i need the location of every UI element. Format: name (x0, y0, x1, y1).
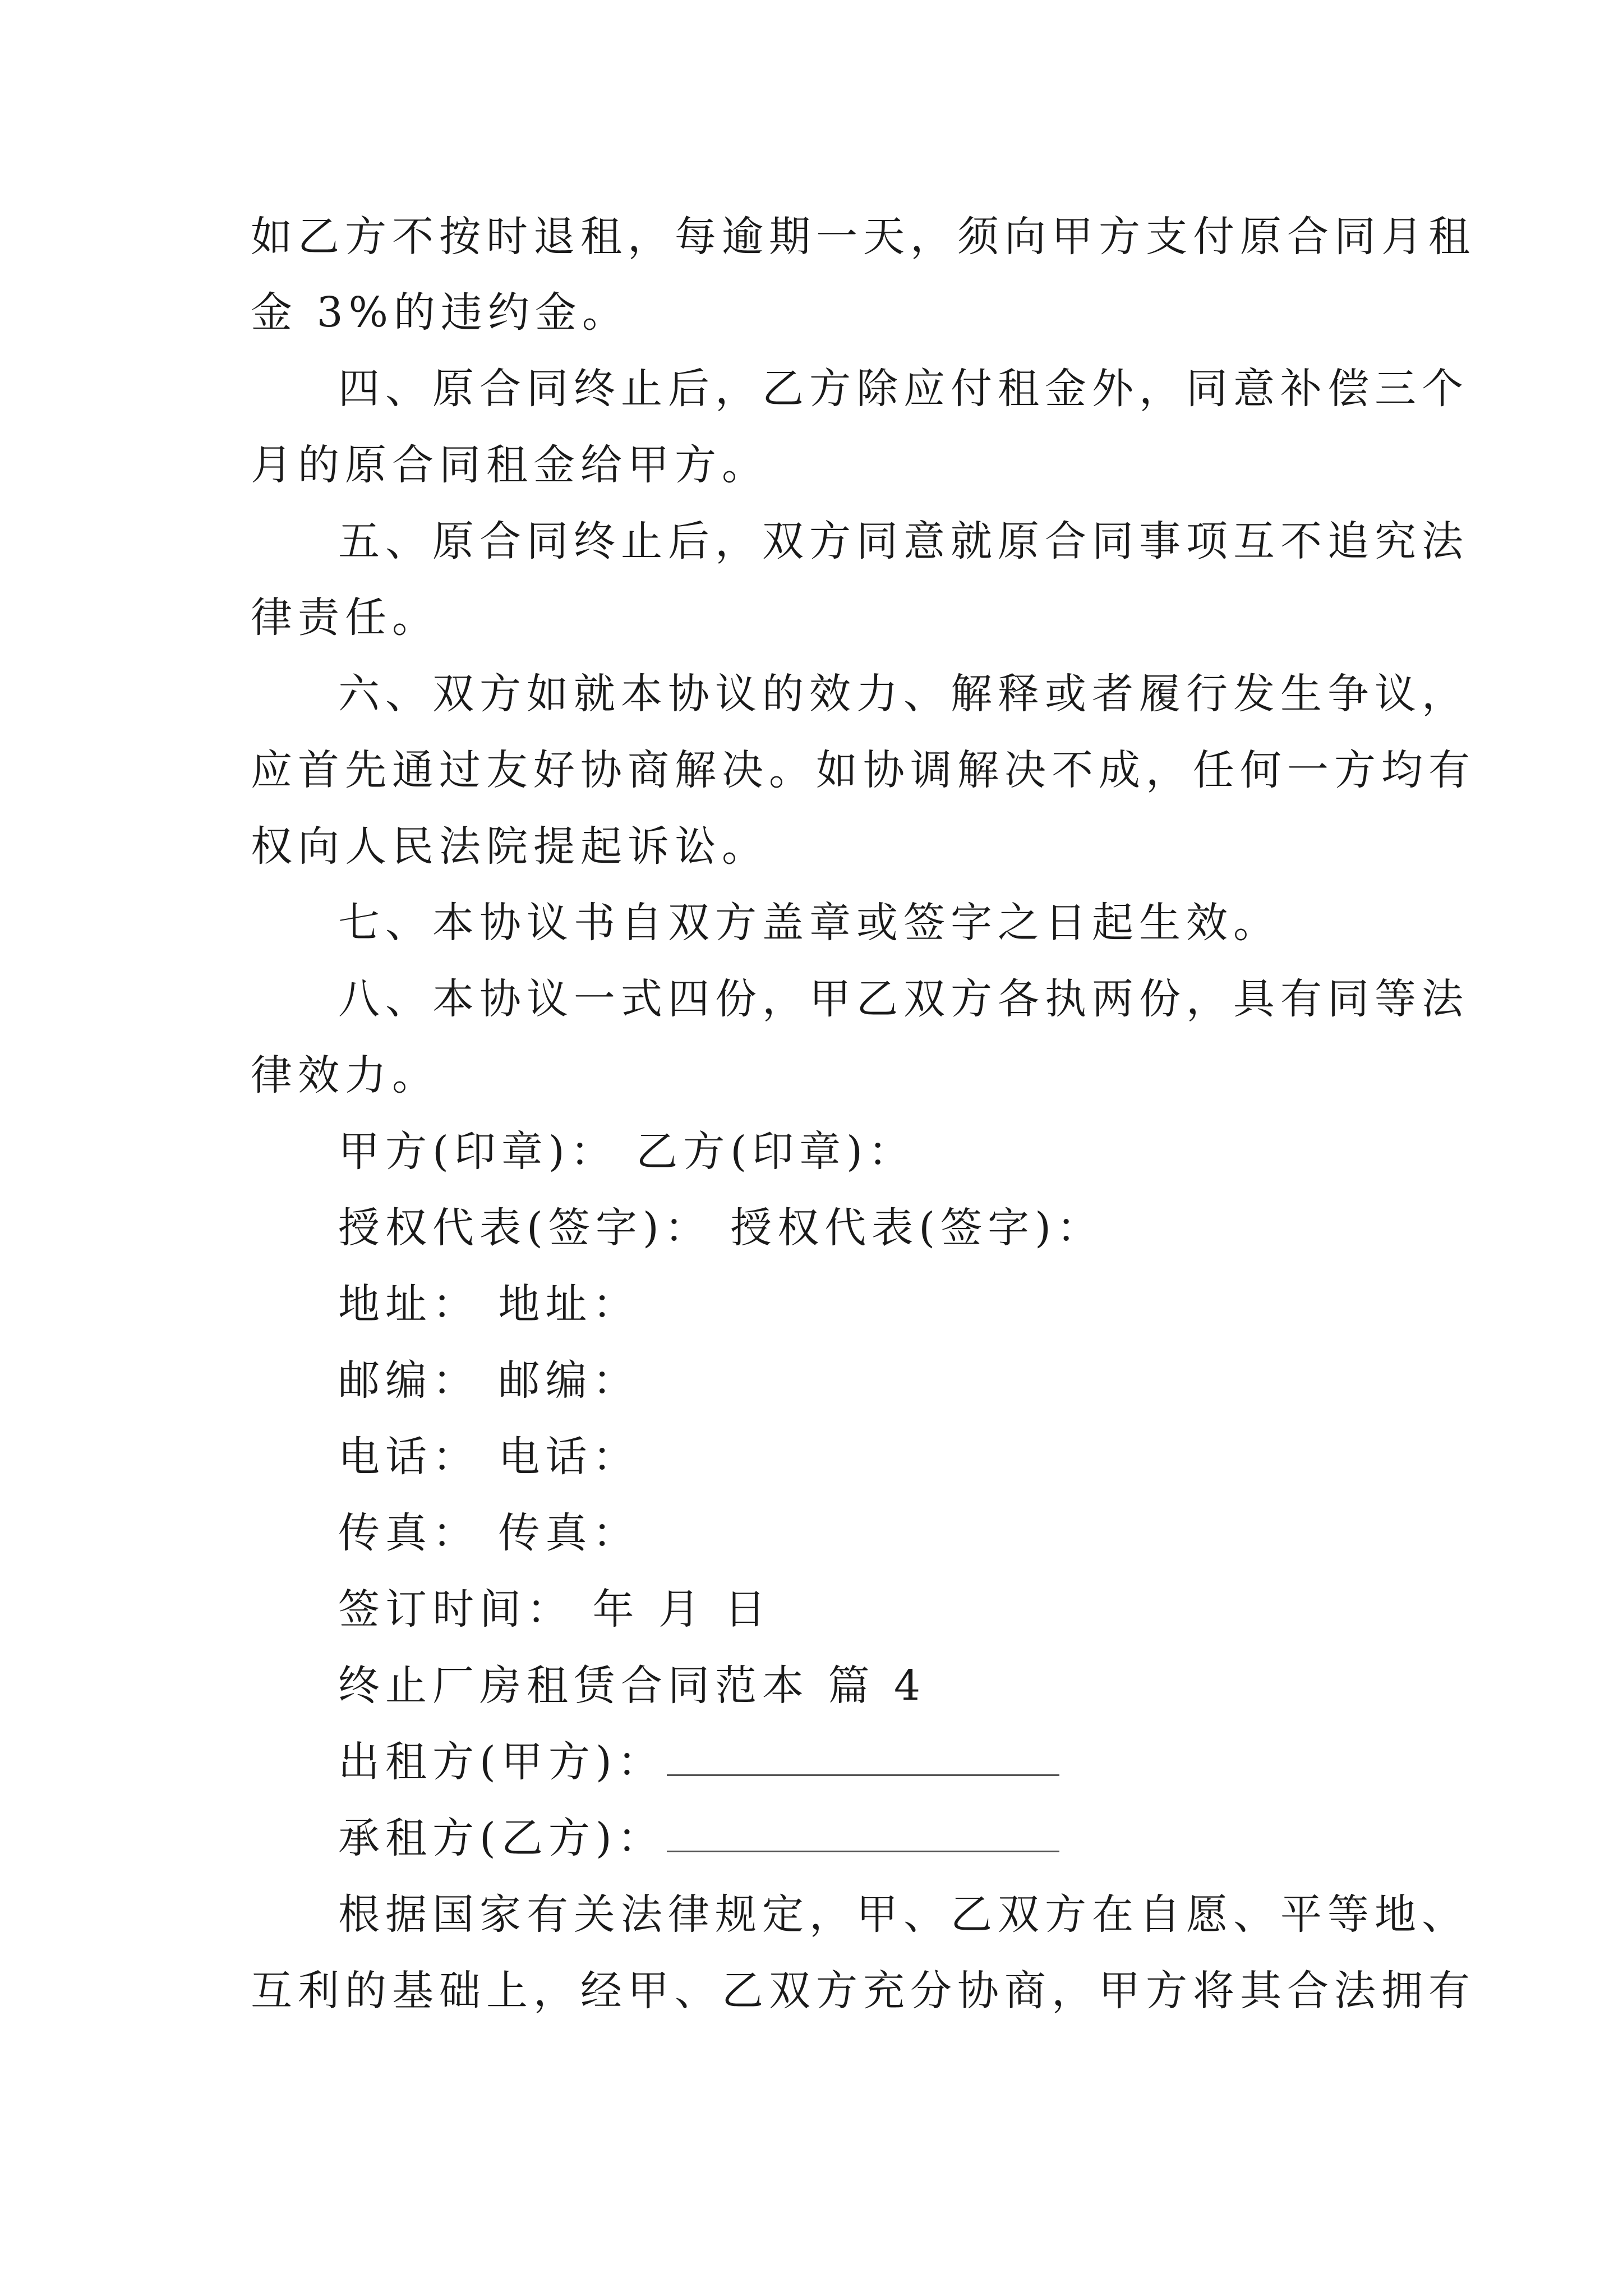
postcode-line: 邮编： 邮编： (338, 1356, 640, 1405)
address-line: 地址： 地址： (338, 1280, 640, 1328)
lessor-label: 出租方(甲方)： (338, 1738, 665, 1786)
lessee-blank (667, 1817, 1059, 1852)
clause-7-line-1: 七、本协议书自双方盖章或签字之日起生效。 (338, 899, 1280, 947)
phone-line: 电话： 电话： (338, 1433, 640, 1481)
section-title: 终止厂房租赁合同范本 篇 4 (338, 1662, 926, 1710)
lessor-blank (667, 1741, 1059, 1776)
intro-line-1: 根据国家有关法律规定，甲、乙双方在自愿、平等地、 (338, 1890, 1469, 1939)
late-fee-line-2: 金 3%的违约金。 (251, 288, 629, 337)
clause-6-line-3: 权向人民法院提起诉讼。 (251, 822, 769, 871)
clause-5-line-1: 五、原合同终止后，双方同意就原合同事项互不追究法 (338, 517, 1469, 565)
clause-5-line-2: 律责任。 (251, 593, 439, 642)
clause-6-line-2: 应首先通过友好协商解决。如协调解决不成，任何一方均有 (251, 746, 1476, 794)
sign-date-line: 签订时间： 年 月 日 (338, 1585, 772, 1634)
lessee-line (338, 1810, 1059, 1866)
clause-8-line-2: 律效力。 (251, 1051, 439, 1099)
fax-line: 传真： 传真： (338, 1509, 640, 1557)
representative-line: 授权代表(签字)： 授权代表(签字)： (338, 1204, 1104, 1252)
clause-8-line-1: 八、本协议一式四份，甲乙双方各执两份，具有同等法 (338, 975, 1469, 1023)
lessee-label: 承租方(乙方)： (338, 1814, 665, 1862)
intro-line-2: 互利的基础上，经甲、乙双方充分协商，甲方将其合法拥有 (251, 1967, 1476, 2015)
late-fee-line-1: 如乙方不按时退租，每逾期一天，须向甲方支付原合同月租 (251, 213, 1476, 261)
clause-6-line-1: 六、双方如就本协议的效力、解释或者履行发生争议， (338, 670, 1469, 718)
clause-4-line-1: 四、原合同终止后，乙方除应付租金外，同意补偿三个 (338, 365, 1469, 413)
lessor-line (338, 1734, 1059, 1790)
seal-line: 甲方(印章)： 乙方(印章)： (338, 1128, 916, 1176)
clause-4-line-2: 月的原合同租金给甲方。 (251, 441, 769, 489)
